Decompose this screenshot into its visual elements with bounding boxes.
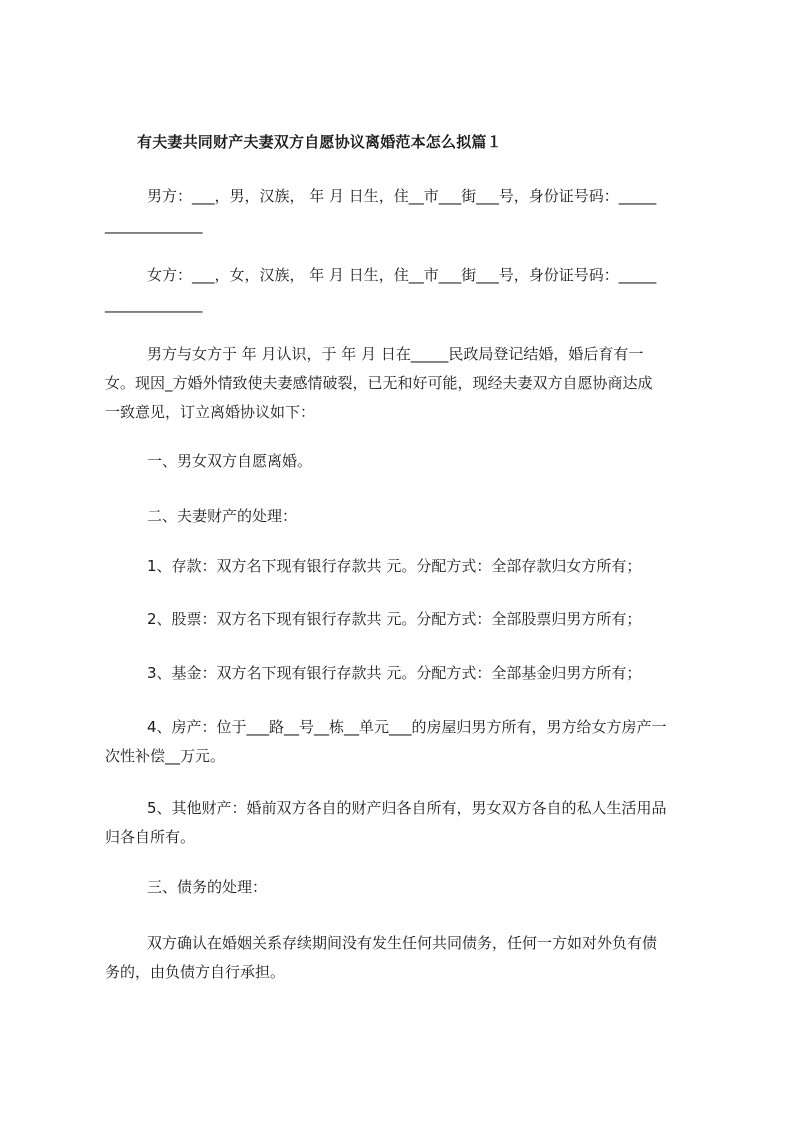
section-1-heading: 一、男女双方自愿离婚。 (147, 452, 313, 470)
debt-paragraph (105, 929, 705, 987)
male-party-line-1: 男方：___，男，汉族， 年 月 日生，住__市___街___号，身份证号码：_____ (147, 187, 657, 205)
male-party-line-2: _____________ (105, 216, 203, 234)
property-item-deposit: 1、存款：双方名下现有银行存款共 元。分配方式：全部存款归女方所有； (147, 557, 642, 575)
section-3-heading: 三、债务的处理： (147, 878, 268, 896)
property-item-other-paragraph (105, 794, 705, 852)
debt-line-2: 务的，由负债方自行承担。 (105, 963, 286, 981)
female-party-paragraph (105, 261, 705, 319)
female-party-line-1: 女方：___，女，汉族， 年 月 日生，住__市___街___号，身份证号码：_____ (147, 266, 657, 284)
property-item-fund: 3、基金：双方名下现有银行存款共 元。分配方式：全部基金归男方所有； (147, 664, 642, 682)
property-item-house-paragraph (105, 713, 705, 771)
property-item-other-line-1: 5、其他财产：婚前双方各自的财产归各自所有，男女双方各自的私人生活用品 (147, 799, 667, 817)
property-item-stock: 2、股票：双方名下现有银行存款共 元。分配方式：全部股票归男方所有； (147, 610, 642, 628)
property-item-house-line-1: 4、房产：位于___路__号__栋__单元___的房屋归男方所有，男方给女方房产一 (147, 718, 667, 736)
male-party-paragraph (105, 182, 705, 240)
property-item-other-line-2: 归各自所有。 (105, 828, 196, 846)
debt-line-1: 双方确认在婚姻关系存续期间没有发生任何共同债务，任何一方如对外负有债 (147, 934, 658, 952)
document-title: 有夫妻共同财产夫妻双方自愿协议离婚范本怎么拟篇１ (137, 133, 502, 151)
female-party-line-2: _____________ (105, 295, 203, 313)
intro-line-1: 男方与女方于 年 月认识，于 年 月 日在_____民政局登记结婚，婚后育有一 (147, 345, 644, 363)
intro-line-3: 一致意见，订立离婚协议如下： (105, 403, 316, 421)
property-item-house-line-2: 次性补偿__万元。 (105, 747, 226, 765)
section-2-heading: 二、夫妻财产的处理： (147, 507, 298, 525)
intro-paragraph (105, 340, 705, 427)
intro-line-2: 女。现因_方婚外情致使夫妻感情破裂，已无和好可能，现经夫妻双方自愿协商达成 (105, 374, 653, 392)
